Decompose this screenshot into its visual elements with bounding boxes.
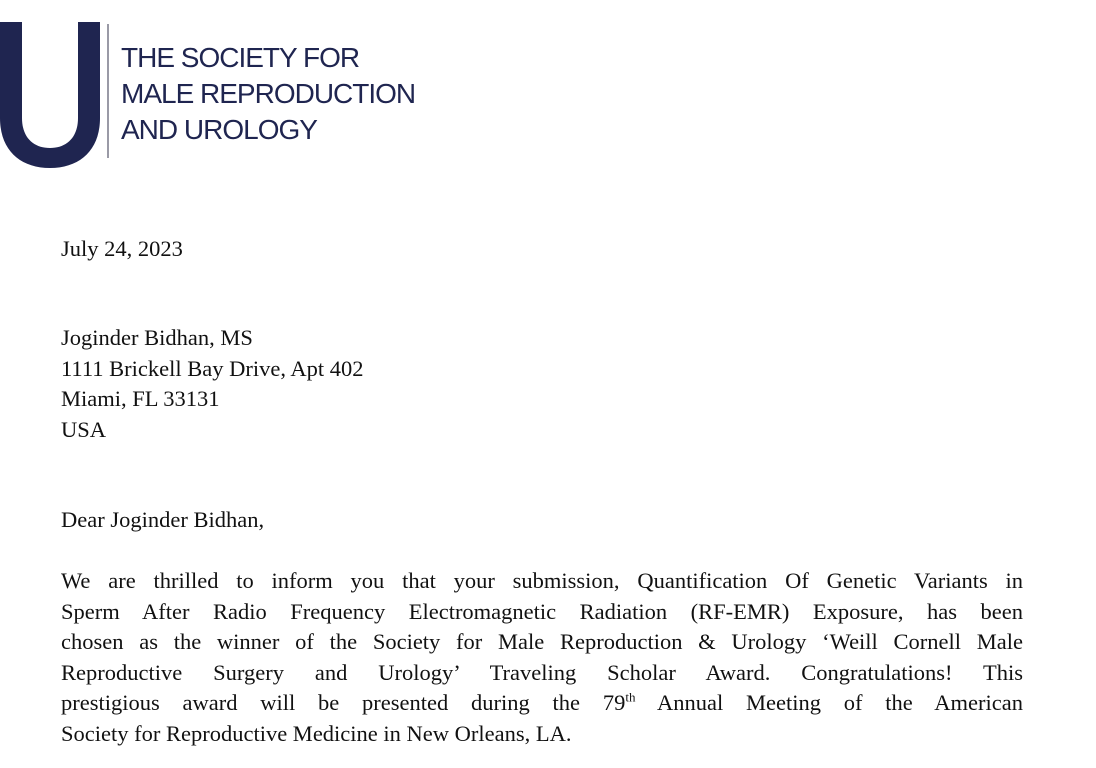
- recipient-country: USA: [61, 416, 107, 442]
- body-paragraph: [61, 566, 1023, 750]
- body-line-5: [61, 688, 1023, 719]
- society-logo-icon: [0, 22, 100, 168]
- ordinal-suffix: th: [625, 689, 636, 705]
- body-line-5-end: Annual Meeting of the American: [635, 690, 1024, 716]
- salutation: Dear Joginder Bidhan,: [61, 507, 265, 532]
- recipient-city: Miami, FL 33131: [61, 386, 220, 412]
- organization-name: [121, 40, 415, 148]
- recipient-name: Joginder Bidhan, MS: [61, 325, 253, 350]
- org-name-line-2: MALE REPRODUCTION: [121, 78, 416, 109]
- body-line-1: We are thrilled to inform you that your submission, Quantification Of Genetic Variants in: [61, 568, 1023, 593]
- letter-date: July 24, 2023: [61, 236, 183, 261]
- body-line-6: Society for Reproductive Medicine in New Orleans, LA.: [61, 720, 572, 746]
- org-name-line-1: THE SOCIETY FOR: [121, 42, 360, 73]
- body-line-2: Sperm After Radio Frequency Electromagnetic Radiation (RF-EMR) Exposure, has been: [61, 598, 1023, 624]
- org-name-line-3: AND UROLOGY: [121, 114, 317, 145]
- body-line-4: Reproductive Surgery and Urology’ Traveling Scholar Award. Congratulations! This: [61, 659, 1023, 685]
- body-line-5-start: prestigious award will be presented during the 79: [61, 690, 626, 716]
- recipient-street: 1111 Brickell Bay Drive, Apt 402: [61, 355, 364, 381]
- recipient-address: [61, 323, 363, 445]
- body-line-3: chosen as the winner of the Society for Male Reproduction & Urology ‘Weill Cornell Male: [61, 629, 1023, 655]
- logo-divider: [107, 24, 109, 158]
